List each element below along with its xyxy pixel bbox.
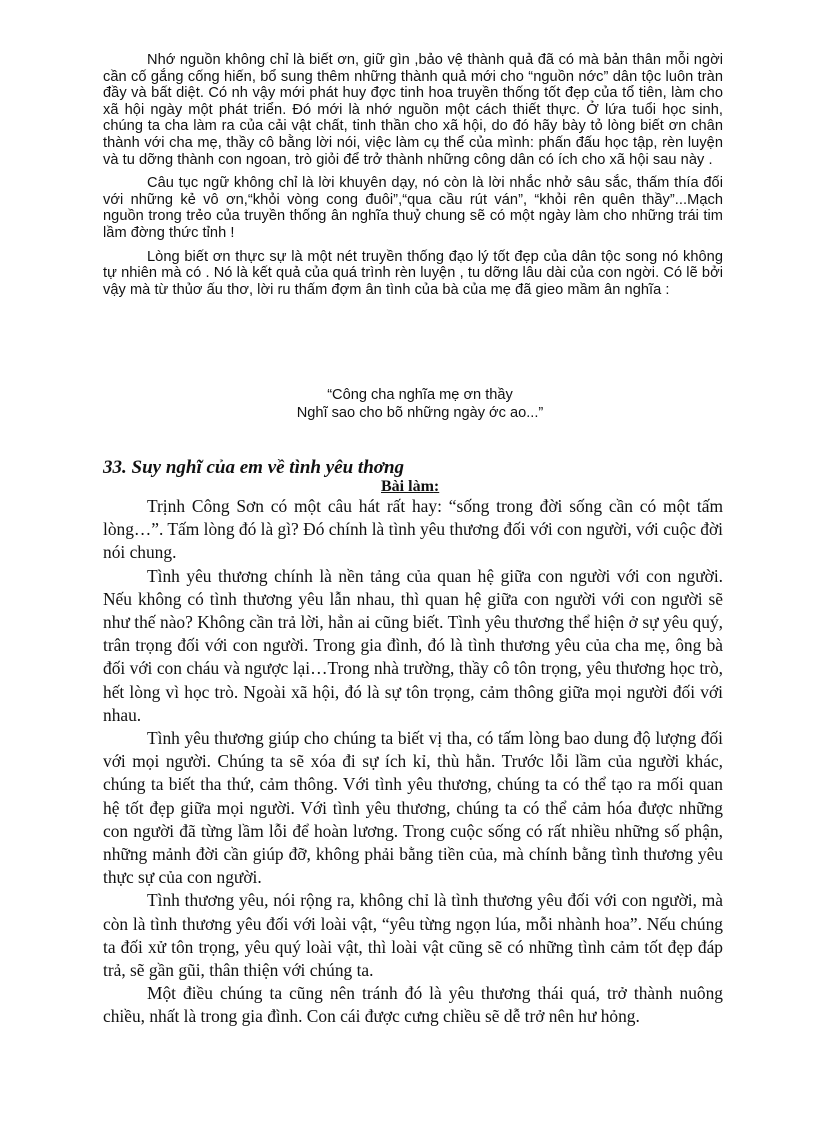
subheading-text: Bài làm: [381, 478, 434, 495]
paragraph: Một điều chúng ta cũng nên tránh đó là yêu thương thái quá, trở thành nuông chiều, nhất là trong gia đình. Con cái được cưng chiều sẽ dễ trở nên hư hỏng.: [103, 983, 723, 1027]
poem-quote: [230, 386, 610, 422]
paragraph: Trịnh Công Sơn có một câu hát rất hay: “sống trong đời sống cần có một tấm lòng…”. Tấm lòng đó là gì? Đó chính là tình yêu thương đối với con người, với cuộc đời nói chung.: [103, 496, 723, 563]
paragraph: Câu tục ngữ không chỉ là lời khuyên dạy, nó còn là lời nhắc nhở sâu sắc, thấm thía đối với những kẻ vô ơn,“khỏi vòng cong đuôi”,“qua cầu rút ván”, “khỏi rên quên thầy”...Mạch nguồn trong trẻo của truyền thống ân nghĩa thuỷ chung sẽ có một ngày làm cho những trái tim lầm đờng thức tỉnh !: [103, 175, 723, 241]
paragraph: Nhớ nguồn không chỉ là biết ơn, giữ gìn ,bảo vệ thành quả đã có mà bản thân mỗi ngời cần cố gắng cống hiến, bổ sung thêm những thành quả mới cho “nguồn nớc” dân tộc luôn tràn đầy và bất diệt. Có nh vậy mới phát huy đợc tinh hoa truyền thống tốt đẹp của tổ tiên, làm cho xã hội ngày một phát triển. Đó mới là nhớ nguồn một cách thiết thực. Ở lứa tuổi học sinh, chúng ta cha làm ra của cải vật chất, tinh thần cho xã hội, do đó hãy bày tỏ lòng biết ơn chân thành với cha mẹ, thầy cô bằng lời nói, việc làm cụ thể của mình: phấn đấu học tập, rèn luyện và tu dỡng thành con ngoan, trò giỏi để trở thành những công dân có ích cho xã hội sau này .: [103, 52, 723, 168]
essay-heading: 33. Suy nghĩ của em về tình yêu thơng: [103, 457, 405, 478]
subheading-colon: :: [433, 478, 440, 495]
section-2-body: [103, 495, 723, 1029]
paragraph: Lòng biết ơn thực sự là một nét truyền thống đạo lý tốt đẹp của dân tộc song nó không tự nhiên mà có . Nó là kết quả của quá trình rèn luyện , tu dỡng lâu dài của con ngời. Có lẽ bởi vậy mà từ thủơ ấu thơ, lời ru thấm đợm ân tình của bà của mẹ đã gieo mầm ân nghĩa :: [103, 248, 723, 298]
paragraph: Tình yêu thương giúp cho chúng ta biết vị tha, có tấm lòng bao dung độ lượng đối với mọi người. Chúng ta sẽ xóa đi sự ích kỉ, thù hằn. Trước lỗi lầm của người khác, chúng ta biết tha thứ, cảm thông. Với tình yêu thương, chúng ta có thể tạo ra mối quan hệ tốt đẹp giữa mọi người. Với tình yêu thương, chúng ta có thể cảm hóa được những con người đã từng lầm lỗi để hoàn lương. Trong cuộc sống có rất nhiều những số phận, những mảnh đời cần giúp đỡ, không phải bằng tiền của, mà chính bằng tình thương yêu thực sự của con người.: [103, 728, 723, 888]
essay-subheading: [381, 478, 439, 496]
paragraph: Tình thương yêu, nói rộng ra, không chỉ là tình thương yêu đối với con người, mà còn là tình thương yêu đối với loài vật, “yêu từng ngọn lúa, mỗi nhành hoa”. Nếu chúng ta đối xử tôn trọng, yêu quý loài vật, thì loài vật cũng sẽ có những tình cảm tốt đẹp đáp trả, sẽ gần gũi, thân thiện với chúng ta.: [103, 890, 723, 981]
poem-line: Nghĩ sao cho bõ những ngày ớc ao...”: [296, 405, 544, 421]
poem-line: “Công cha nghĩa mẹ ơn thầy: [327, 387, 513, 403]
section-1-body: [103, 52, 723, 305]
paragraph: Tình yêu thương chính là nền tảng của quan hệ giữa con người với con người. Nếu không có tình thương yêu lẫn nhau, thì quan hệ giữa con người với con người sẽ như thế nào? Không cần trả lời, hẳn ai cũng biết. Tình yêu thương thể hiện ở sự yêu quý, trân trọng đối với con người. Trong gia đình, đó là tình thương yêu của cha mẹ, ông bà đối với con cháu và ngược lại…Trong nhà trường, thầy cô tôn trọng, yêu thương học trò, hết lòng vì học trò. Ngoài xã hội, đó là sự tôn trọng, cảm thông giữa mọi người đối với nhau.: [103, 565, 723, 725]
